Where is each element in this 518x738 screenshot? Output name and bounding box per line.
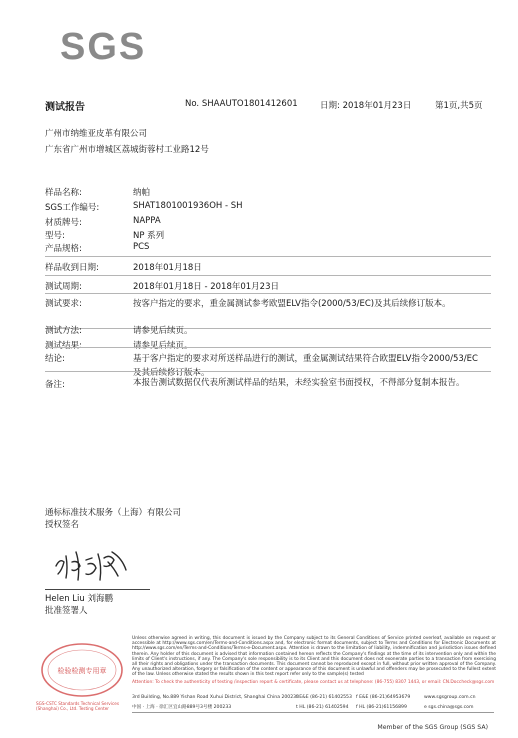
field-label-test-method: 测试方法: (45, 326, 82, 336)
issuer-company: 通标标准技术服务（上海）有限公司 (45, 508, 182, 518)
signer-role: 批准签署人 (45, 606, 88, 616)
field-label-remark: 备注: (45, 380, 65, 390)
authorized-signature-label: 授权签名 (45, 520, 80, 530)
field-label-received: 样品收到日期: (45, 263, 99, 273)
client-name: 广州市纳维亚皮革有限公司 (45, 129, 148, 139)
field-value-sample-name: 纳帕 (133, 188, 151, 198)
authenticity-notice: Attention: To check the authenticity of testing /inspection report & certificate, please contact us at telephone: (86-755) 8307 1443, or email: CN.Doccheck@sgs.com (132, 680, 495, 685)
footer-rule (132, 712, 494, 713)
field-label-model: 型号: (45, 231, 65, 241)
field-value-spec: PCS (133, 242, 150, 252)
tel-cn: t HL (86-21) 61402594 (296, 705, 349, 710)
divider (45, 256, 491, 257)
official-seal (36, 640, 128, 700)
sgs-logo: SGS (60, 26, 147, 68)
seal-text: 检验检测专用章 (57, 667, 107, 675)
seal-subtext: SGS-CSTC Standards Technical Services (Shanghai) Co., Ltd. Testing Center (36, 701, 120, 711)
field-label-job-no: SGS工作编号: (45, 203, 100, 213)
handwritten-signature (52, 540, 132, 586)
report-number: No. SHAAUTO1801412601 (185, 99, 298, 109)
signature-line (45, 589, 150, 590)
client-address: 广东省广州市增城区荔城街蓉村工业路12号 (45, 145, 209, 155)
field-label-conclusion: 结论: (45, 354, 65, 364)
fax-en: f E&E (86-21)64953679 (356, 695, 411, 700)
report-header (45, 98, 490, 114)
divider (45, 328, 491, 329)
signer-name: Helen Liu 刘海鹏 (45, 594, 113, 604)
website: www.sgsgroup.com.cn (424, 695, 476, 700)
page-indicator: 第1页,共5页 (435, 101, 483, 111)
field-value-test-period: 2018年01月18日 - 2018年01月23日 (133, 282, 279, 292)
field-value-model: NP 系列 (133, 231, 165, 241)
field-label-material: 材质牌号: (45, 218, 82, 228)
field-value-test-request: 按客户指定的要求，重金属测试参考欧盟ELV指令(2000/53/EC)及其后续修订版本。 (133, 299, 451, 309)
tel-en: t E&E (86-21) 61402553 (296, 695, 352, 700)
fax-cn: f HL (86-21)61156899 (356, 705, 407, 710)
field-value-test-method: 请参见后续页。 (133, 326, 193, 336)
divider (45, 371, 491, 372)
email: e sgs.china@sgs.com (424, 705, 474, 710)
field-label-sample-name: 样品名称: (45, 188, 82, 198)
field-label-test-period: 测试周期: (45, 282, 82, 292)
field-value-conclusion: 基于客户指定的要求对所送样品进行的测试，重金属测试结果符合欧盟ELV指令2000/53/EC及其后续修订版本。 (133, 354, 478, 378)
member-text: Member of the SGS Group (SGS SA) (377, 724, 488, 731)
field-value-job-no: SHAT1801001936OH - SH (133, 201, 243, 211)
report-date: 日期: 2018年01月23日 (320, 101, 412, 111)
divider (45, 293, 491, 294)
divider (45, 275, 491, 276)
address-cn: 中国 · 上海 · 徐汇区宜山路889号3号楼 200233 (132, 705, 232, 710)
report-title: 测试报告 (45, 102, 85, 113)
address-en: 3rd Building, No.889 Yishan Road Xuhui District, Shanghai China 200233 (132, 695, 300, 700)
divider (45, 347, 491, 348)
disclaimer-text: Unless otherwise agreed in writing, this document is issued by the Company subject to its General Conditions of Service printed overleaf, available on request or accessible at http://www.sgs.com/en/Terms-and-Conditions.aspx and, for electronic format documents, subject to Terms and Conditions for Electronic Documents at http://www.sgs.com/en/Terms-and-Conditions/Terms-e-Document.aspx. Attention is drawn to the limitation of liability, indemnification and jurisdiction issues defined therein. Any holder of this document is advised that information contained hereon reflects the Company's findings at the time of its intervention only and within the limits of Client's instructions, if any. The Company's sole responsibility is to its Client and this document does not exonerate parties to a transaction from exercising all their rights and obligations under the transaction documents. This document cannot be reproduced except in full, without prior written approval of the Company. Any unauthorized alteration, forgery or falsification of the content or appearance of this document is unlawful and offenders may be prosecuted to the fullest extent of the law. Unless otherwise stated the results shown in this test report refer only to the sample(s) tested (132, 636, 496, 678)
field-value-remark: 本报告测试数据仅代表所测试样品的结果，未经实验室书面授权，不得部分复制本报告。 (133, 378, 465, 388)
field-label-test-result: 测试结果: (45, 341, 82, 351)
field-label-spec: 产品规格: (45, 244, 82, 254)
field-label-test-request: 测试要求: (45, 299, 82, 309)
field-value-received: 2018年01月18日 (133, 263, 202, 273)
field-value-test-result: 请参见后续页。 (133, 341, 193, 351)
field-value-material: NAPPA (133, 216, 161, 226)
